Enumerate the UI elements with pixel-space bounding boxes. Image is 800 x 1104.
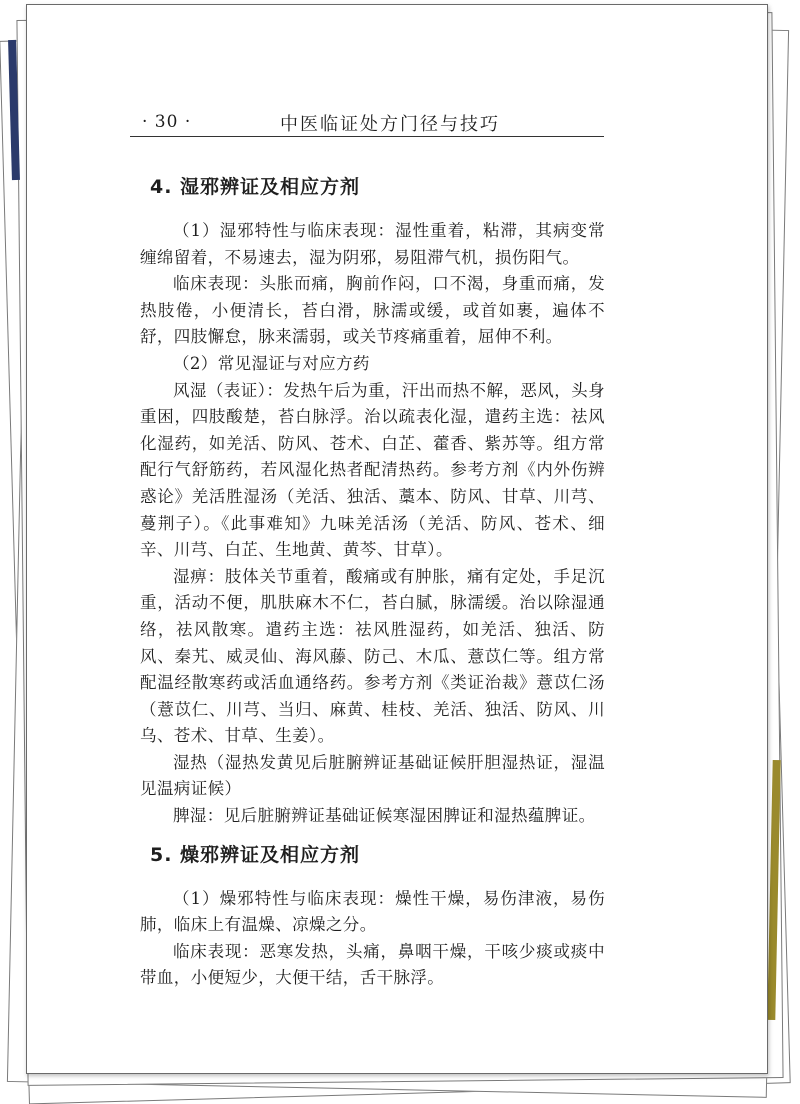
paragraph: 脾湿：见后脏腑辨证基础证候寒湿困脾证和湿热蕴脾证。: [173, 806, 596, 826]
paragraph: 风湿（表证）：发热午后为重，汗出而热不解，恶风，头身重困，四肢酸楚，苔白脉浮。治以疏表化湿，遣药主选：祛风化湿药，如羌活、防风、苍术、白芷、藿香、紫苏等。组方常配行气舒筋药，若风湿化热者配清热药。参考方剂《内外伤辨惑论》羌活胜湿汤（羌活、独活、藁本、防风、甘草、川芎、蔓荆子）。《此事难知》九味羌活汤（羌活、防风、苍术、细辛、川芎、白芷、生地黄、黄芩、甘草）。: [140, 380, 605, 560]
paragraph: 湿痹：肢体关节重着，酸痛或有肿胀，痛有定处，手足沉重，活动不便，肌肤麻木不仁，苔白腻，脉濡缓。治以除湿通络，祛风散寒。遣药主选：祛风胜湿药，如羌活、独活、防风、秦艽、威灵仙、海风藤、防己、木瓜、薏苡仁等。组方常配温经散寒药或活血通络药。参考方剂《类证治裁》薏苡仁汤（薏苡仁、川芎、当归、麻黄、桂枝、羌活、独活、防风、川乌、苍术、甘草、生姜）。: [140, 566, 605, 746]
page-number: · 30 ·: [142, 112, 192, 132]
page-header: [130, 106, 604, 137]
paragraph: （1）燥邪特性与临床表现：燥性干燥，易伤津液，易伤肺，临床上有温燥、凉燥之分。: [140, 888, 605, 935]
running-title: 中医临证处方门径与技巧: [280, 114, 500, 135]
section-heading: 4. 湿邪辨证及相应方剂: [150, 176, 361, 198]
page-content: [140, 168, 605, 992]
paragraph: 临床表现：恶寒发热，头痛，鼻咽干燥，干咳少痰或痰中带血，小便短少，大便干结，舌干脉浮。: [140, 941, 605, 988]
paragraph: 湿热（湿热发黄见后脏腑辨证基础证候肝胆湿热证，湿温见温病证候）: [140, 752, 605, 799]
paragraph: （1）湿邪特性与临床表现：湿性重着，粘滞，其病变常缠绵留着，不易速去，湿为阴邪，易阻滞气机，损伤阳气。: [140, 221, 605, 267]
paragraph: （2）常见湿证与对应方药: [173, 353, 370, 373]
paragraph: 临床表现：头胀而痛，胸前作闷，口不渴，身重而痛，发热肢倦，小便清长，苔白滑，脉濡或缓，或首如裹，遍体不舒，四肢懈怠，脉来濡弱，或关节疼痛重着，屈伸不利。: [140, 274, 605, 347]
section-heading: 5. 燥邪辨证及相应方剂: [150, 843, 361, 866]
